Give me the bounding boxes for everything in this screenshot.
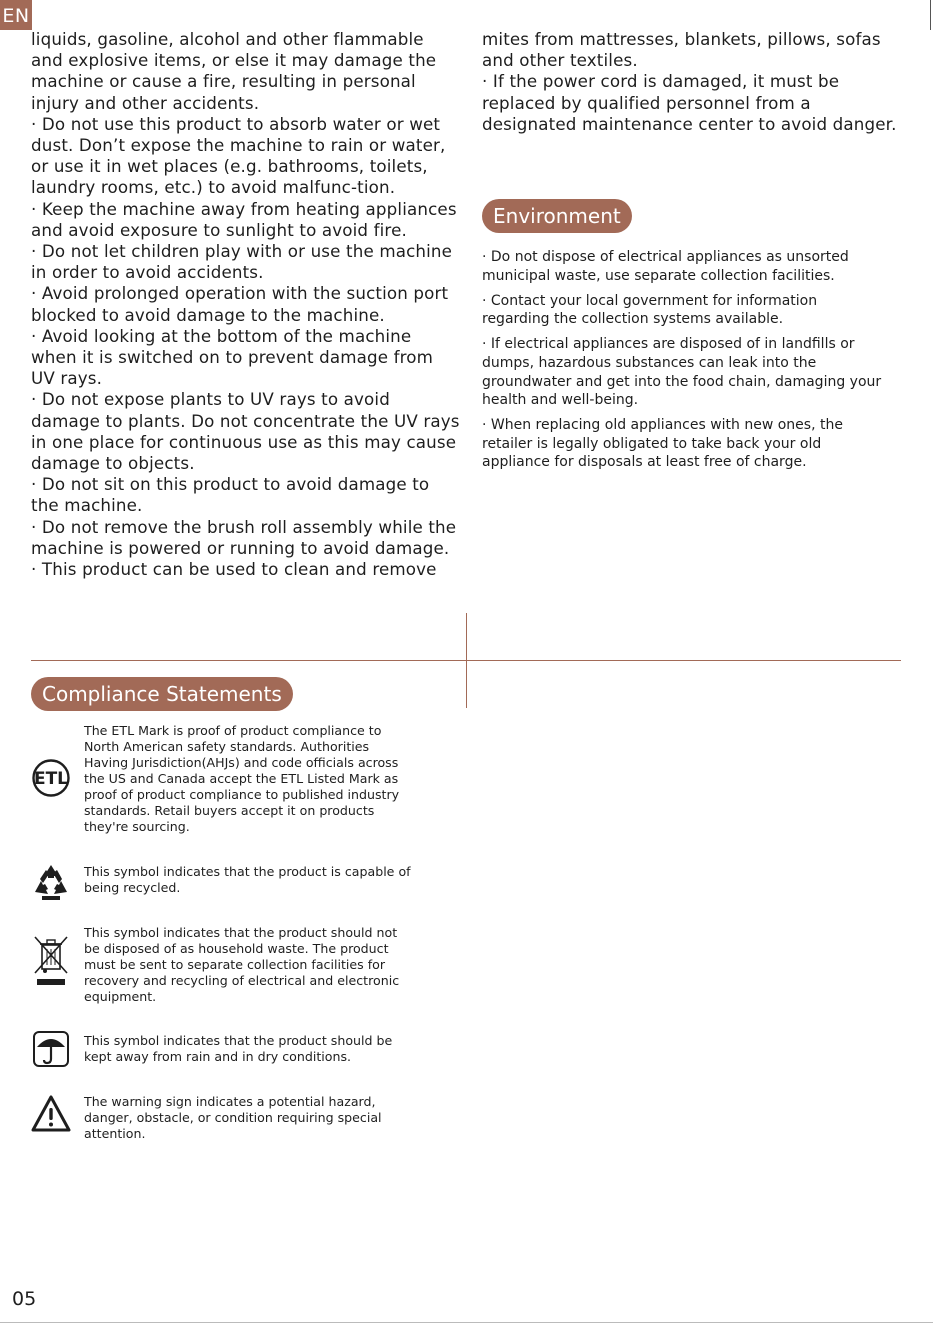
crossed-bin-icon [31, 935, 71, 989]
umbrella-icon [31, 1029, 71, 1069]
left-column [31, 29, 461, 580]
paragraph: mites from mattresses, blankets, pillows, sofas and other textiles. [482, 29, 881, 71]
page-edge-line [930, 0, 931, 30]
paragraph: · If the power cord is damaged, it must be replaced by qualified personnel from a designated maintenance center to avoid danger. [482, 71, 897, 134]
list-item: · Contact your local government for information regarding the collection systems available. [482, 292, 818, 328]
paragraph: · Do not sit on this product to avoid damage to the machine. [31, 474, 430, 516]
right-column [482, 29, 902, 135]
paragraph: · This product can be used to clean and remove [31, 559, 437, 580]
environment-heading: Environment [482, 199, 632, 233]
compliance-text: The ETL Mark is proof of product compliance to North American safety standards. Authorities Having Jurisdiction(AHJs) and code officials across the US and Canada accept the ETL Listed Mark as proof of product compliance to published industry standards. Retail buyers accept it on products they're sourcing. [84, 723, 400, 834]
environment-list [482, 248, 882, 479]
paragraph: · Keep the machine away from heating appliances and avoid exposure to sunlight to avoid fire. [31, 198, 457, 240]
section-divider [31, 660, 901, 661]
paragraph: · Do not remove the brush roll assembly while the machine is powered or running to avoid damage. [31, 516, 457, 558]
paragraph: liquids, gasoline, alcohol and other flammable and explosive items, or else it may damage the machine or cause a fire, resulting in personal injury and other accidents. [31, 29, 437, 113]
compliance-text: This symbol indicates that the product should be kept away from rain and in dry conditions. [84, 1033, 393, 1064]
list-item: · When replacing old appliances with new ones, the retailer is legally obligated to take back your old appliance for disposals at least free of charge. [482, 417, 843, 471]
compliance-text: This symbol indicates that the product is capable of being recycled. [84, 864, 411, 895]
language-tab: EN [0, 0, 32, 30]
compliance-heading: Compliance Statements [31, 677, 293, 711]
list-item: · If electrical appliances are disposed of in landfills or dumps, hazardous substances can leak into the groundwater and get into the food chain, damaging your health and well-being. [482, 336, 882, 409]
paragraph: · Do not use this product to absorb water or wet dust. Don’t expose the machine to rain or water, or use it in wet places (e.g. bathrooms, toilets, laundry rooms, etc.) to avoid malfunc-tion. [31, 113, 446, 198]
list-item: · Do not dispose of electrical appliances as unsorted municipal waste, use separate collection facilities. [482, 249, 849, 284]
recycle-icon [31, 862, 71, 902]
paragraph: · Avoid prolonged operation with the suction port blocked to avoid damage to the machine. [31, 283, 449, 325]
paragraph: · Do not expose plants to UV rays to avoid damage to plants. Do not concentrate the UV rays in one place for continuous use as this may cause damage to objects. [31, 389, 460, 474]
paragraph: · Do not let children play with or use the machine in order to avoid accidents. [31, 241, 453, 283]
svg-text:ETL: ETL [33, 769, 69, 789]
compliance-text: The warning sign indicates a potential hazard, danger, obstacle, or condition requiring special attention. [84, 1094, 382, 1141]
warning-icon [31, 1094, 71, 1134]
paragraph: · Avoid looking at the bottom of the machine when it is switched on to prevent damage from UV rays. [31, 325, 434, 389]
etl-mark-icon [31, 758, 71, 798]
bottom-rule [0, 1322, 933, 1323]
compliance-text: This symbol indicates that the product should not be disposed of as household waste. The product must be sent to separate collection facilities for recovery and recycling of electrical and electronic equipment. [84, 925, 400, 1004]
page-number: 05 [12, 1288, 37, 1310]
